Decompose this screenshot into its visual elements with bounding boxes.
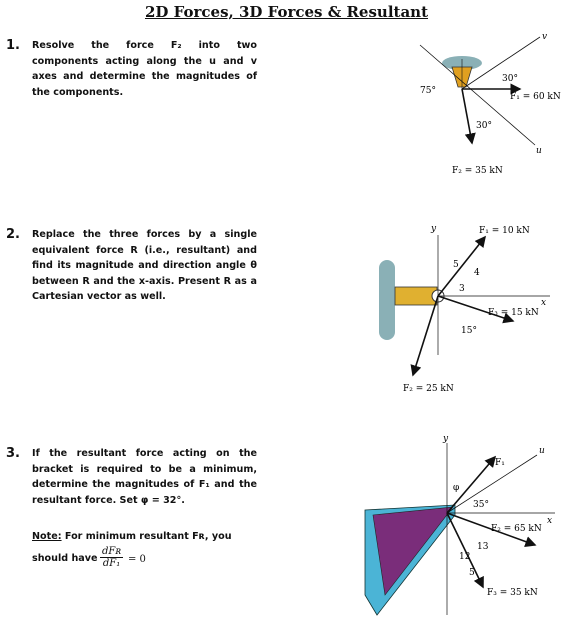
- f3-label: F₃ = 15 kN: [488, 308, 539, 318]
- triangle-3: 3: [459, 284, 465, 294]
- x-axis-label: x: [547, 516, 553, 526]
- derivative-equals: = 0: [128, 554, 146, 565]
- angle-30-bottom: 30°: [476, 121, 492, 131]
- triangle-12: 12: [459, 552, 471, 562]
- figure-2: [365, 215, 565, 400]
- f2-arrow: [413, 296, 438, 375]
- note-label: Note:: [32, 531, 62, 542]
- f1-label: F₁: [495, 458, 505, 468]
- y-axis-label: y: [443, 435, 449, 444]
- figure-3: [355, 435, 570, 620]
- problem-3-number: 3.: [6, 446, 20, 461]
- f1-label: F₁ = 60 kN: [510, 92, 561, 102]
- f1-label: F₁ = 10 kN: [479, 226, 530, 236]
- phi-label: φ: [453, 483, 460, 493]
- derivative-fraction: [100, 546, 123, 569]
- angle-75: 75°: [420, 86, 436, 96]
- u-axis-label: u: [536, 146, 542, 156]
- angle-15: 15°: [461, 326, 477, 336]
- triangle-13: 13: [477, 542, 489, 552]
- f2-label: F₂ = 25 kN: [403, 384, 454, 394]
- triangle-5: 5: [453, 260, 459, 270]
- f3-label: F₃ = 35 kN: [487, 588, 538, 598]
- problem-2-text: Replace the three forces by a single equivalent force R (i.e., resultant) and find its magnitude and direction angle θ between R and the x-axis. Present R as a Cartesian vector as well.: [32, 229, 257, 302]
- figure-1: [380, 25, 570, 185]
- problem-1-text: Resolve the force F₂ into two components acting along the u and v axes and determine the magnitudes of the components.: [32, 40, 257, 98]
- derivative-denominator: dF₁: [102, 558, 121, 569]
- y-axis-label: y: [431, 224, 437, 234]
- u-axis-label: u: [539, 446, 545, 456]
- u-axis: [447, 455, 537, 513]
- x-axis-label: x: [541, 298, 547, 308]
- wall: [379, 260, 395, 340]
- problem-2-number: 2.: [6, 227, 20, 242]
- note: [32, 530, 262, 544]
- page-title: 2D Forces, 3D Forces & Resultant: [144, 3, 429, 21]
- angle-35: 35°: [473, 500, 489, 510]
- angle-30-top: 30°: [502, 74, 518, 84]
- f2-label: F₂ = 35 kN: [452, 166, 503, 176]
- triangle-5: 5: [469, 568, 475, 578]
- bracket: [395, 287, 437, 305]
- problem-3-text: If the resultant force acting on the bracket is required to be a minimum, determine the magnitudes of F₁ and the resultant force. Set φ = 32°.: [32, 448, 257, 506]
- problem-1-number: 1.: [6, 38, 20, 53]
- f2-label: F₂ = 65 kN: [491, 524, 542, 534]
- note-have: should have: [32, 553, 98, 564]
- bracket-face: [373, 507, 453, 595]
- f2-arrow: [462, 89, 472, 143]
- v-axis-label: v: [542, 32, 548, 42]
- triangle-4: 4: [474, 268, 480, 278]
- derivative-numerator: dFʀ: [102, 546, 122, 557]
- note-text: For minimum resultant Fʀ, you: [64, 531, 232, 542]
